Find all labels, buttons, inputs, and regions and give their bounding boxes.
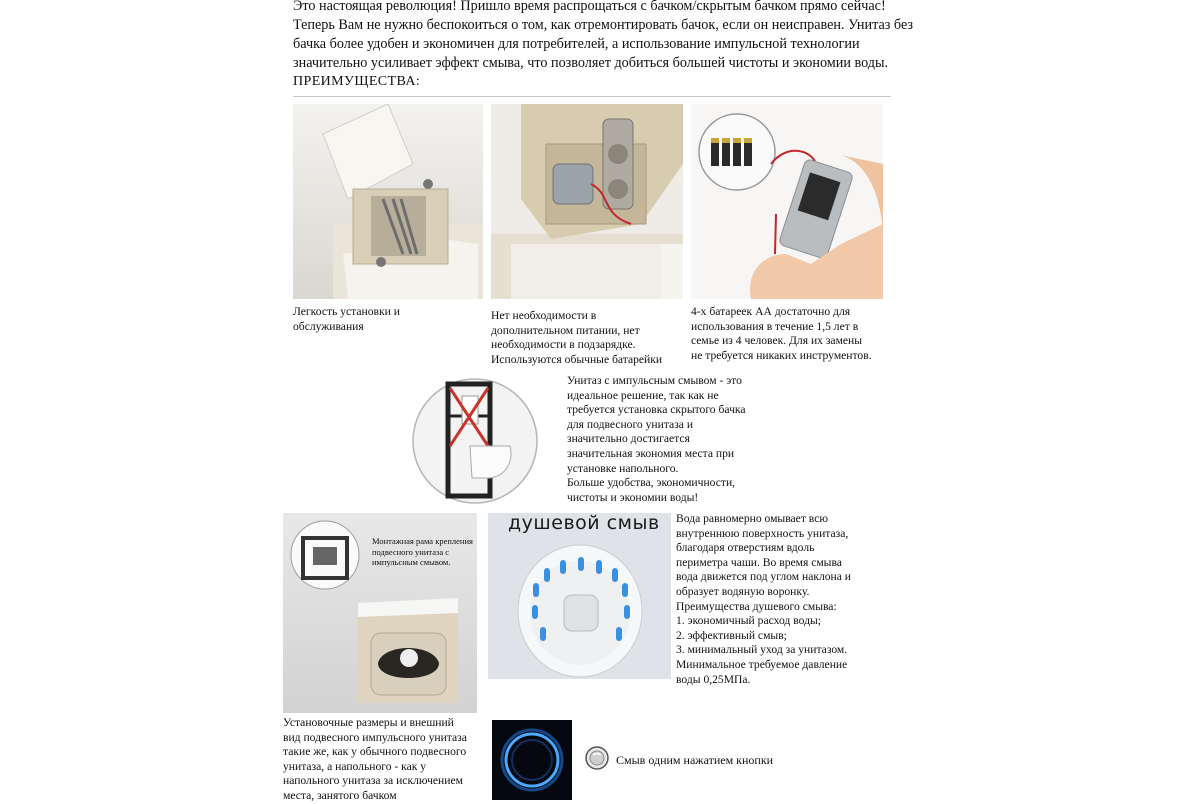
text-line: вид подвесного импульсного унитаза [283, 730, 467, 744]
caption-line: Нет необходимости в [491, 309, 597, 322]
caption-line: 4-х батареек АА достаточно для [691, 305, 851, 318]
frame-label [372, 536, 484, 568]
caption-line: семье из 4 человек. Для их замены [691, 334, 863, 348]
text-line: периметра чаши. Во время смыва [676, 555, 842, 569]
text-line: Больше удобства, экономичности, [567, 476, 736, 490]
no-power-photo [491, 104, 683, 299]
shower-flush-title: душевой смыв [508, 512, 660, 534]
text-line: Унитаз с импульсным смывом - это [567, 374, 742, 387]
advantages-heading: ПРЕИМУЩЕСТВА: [293, 74, 421, 89]
text-line: значительно достигается [567, 432, 690, 446]
shower-flush-photo [488, 513, 671, 679]
caption-easy-install [293, 305, 483, 334]
text-line: Вода равномерно омывает всю [676, 512, 829, 525]
one-button-icon [585, 746, 609, 770]
text-line: места, занятого бачком [283, 788, 397, 802]
text-line: 3. минимальный уход за унитазом. [676, 643, 848, 657]
text-line: Преимущества душевого смыва: [676, 599, 837, 613]
text-line: вода движется под углом наклона и [676, 570, 852, 584]
intro-line: бачка более удобен и экономичен для потребителей, а использование импульсной технологии [293, 36, 860, 52]
caption-line: дополнительном питании, нет [491, 323, 640, 337]
caption-line: Легкость установки и [293, 305, 400, 318]
caption-batteries [691, 305, 896, 363]
one-button-label: Смыв одним нажатием кнопки [616, 753, 774, 767]
caption-line: использования в течение 1,5 лет в [691, 319, 859, 333]
text-line: внутреннюю поверхность унитаза, [676, 526, 849, 540]
text-line: благодаря отверстиям вдоль [676, 541, 815, 555]
text-line: чистоты и экономии воды! [567, 490, 699, 504]
text-line: Установочные размеры и внешний [283, 716, 454, 729]
flush-button-photo [492, 720, 572, 800]
text-line: образует водяную воронку. [676, 584, 810, 598]
text-line: установке напольного. [567, 461, 679, 475]
dimensions-description [283, 716, 493, 804]
caption-line: необходимости в подзарядке. [491, 338, 636, 352]
intro-line: Теперь Вам не нужно беспокоиться о том, как отремонтировать бачок, если он неисправен. Унитаз без [293, 17, 914, 33]
no-hidden-tank-illustration [410, 376, 540, 506]
label-line: импульсным смывом. [372, 557, 451, 567]
text-line: 2. эффективный смыв; [676, 628, 787, 642]
divider [293, 96, 891, 97]
text-line: для подвесного унитаза и [567, 417, 694, 431]
text-line: Минимальное требуемое давление [676, 657, 848, 671]
intro-line: Это настоящая революция! Пришло время распрощаться с бачком/скрытым бачком прямо сейчас! [293, 0, 886, 14]
impulse-description [567, 374, 767, 505]
shower-flush-description [676, 512, 881, 687]
batteries-photo [691, 104, 883, 299]
caption-line: не требуется никаких инструментов. [691, 348, 872, 362]
label-line: подвесного унитаза с [372, 546, 450, 557]
intro-line: значительно усиливает эффект смыва, что позволяет добиться большей чистоты и экономии воды. [293, 55, 889, 71]
text-line: идеальное решение, так как не [567, 388, 719, 402]
text-line: такие же, как у обычного подвесного [283, 745, 467, 759]
label-line: Монтажная рама крепления [372, 536, 473, 546]
text-line: 1. экономичный расход воды; [676, 614, 821, 628]
caption-line: обслуживания [293, 319, 364, 333]
caption-no-power [491, 309, 691, 367]
install-photo [293, 104, 483, 299]
intro-paragraph [293, 0, 913, 73]
text-line: унитаза, а напольного - как у [283, 759, 427, 773]
text-line: воды 0,25МПа. [676, 672, 751, 686]
text-line: напольного унитаза за исключением [283, 774, 463, 788]
text-line: значительная экономия места при [567, 446, 735, 460]
text-line: требуется установка скрытого бачка [567, 403, 746, 417]
caption-line: Используются обычные батарейки [491, 352, 663, 366]
